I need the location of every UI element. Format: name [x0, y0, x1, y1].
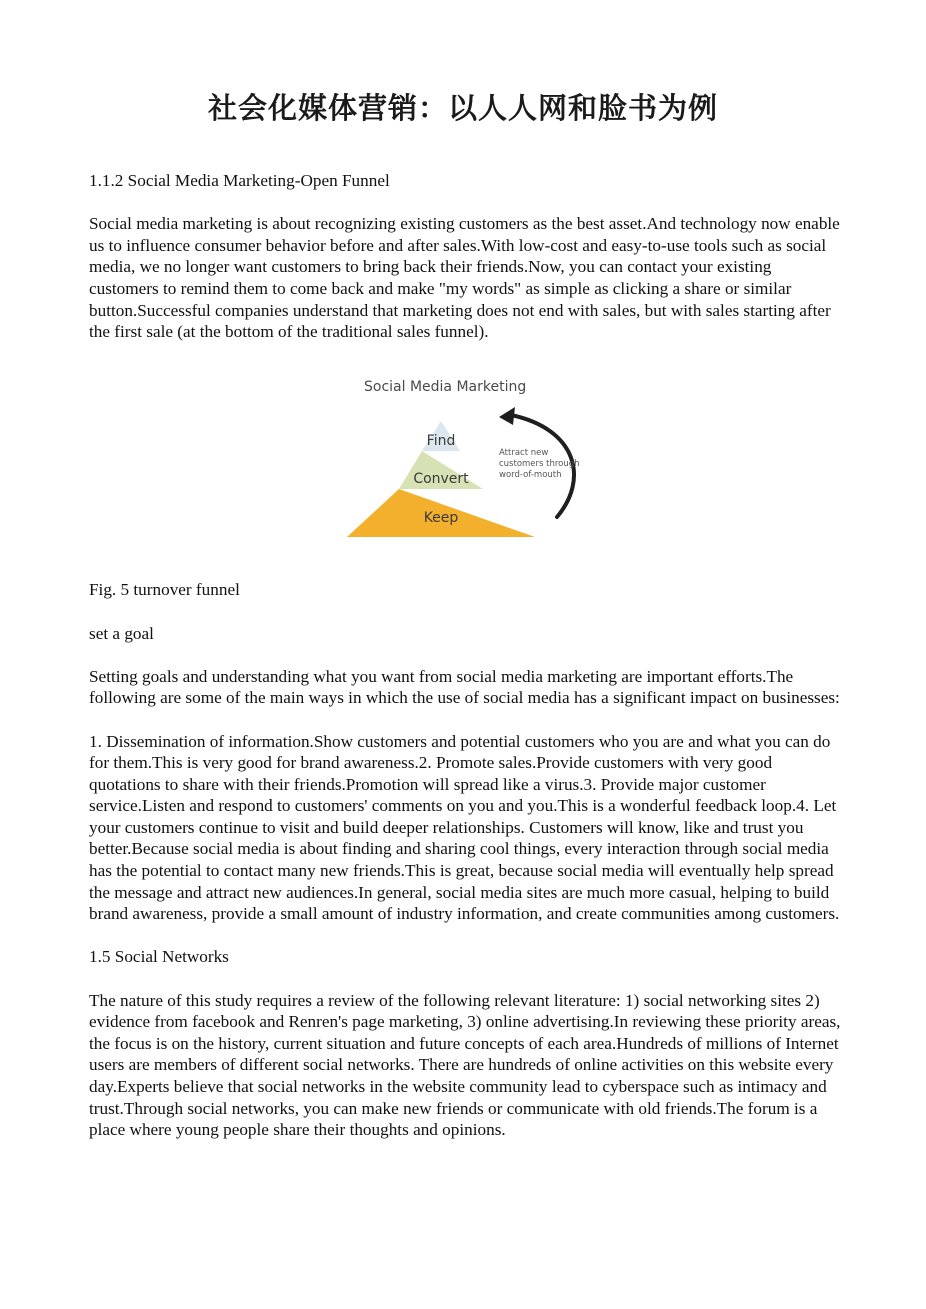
section-heading-social-media-marketing: 1.1.2 Social Media Marketing-Open Funnel [89, 171, 390, 190]
figure-note-line-1: Attract new [499, 448, 549, 459]
social-networks-paragraph: The nature of this study requires a review of the following relevant literature: 1) social networking sites 2) evidence from facebook and Renren's page marketing, 3) online advertising.In reviewing these priority areas, the focus is on the history, current situation and future concepts of each area.Hundreds of millions of Internet users are members of different social networks. There are hundreds of online activities on this website every day.Experts believe that social networks in the website community lead to cyberspace such as intimacy and trust.Through social networks, you can make new friends or communicate with old friends.The forum is a place where young people share their thoughts and opinions. [89, 990, 841, 1140]
funnel-label-convert: Convert [413, 471, 469, 488]
figure-note-line-3: word-of-mouth [499, 470, 562, 481]
intro-paragraph: Social media marketing is about recognizing existing customers as the best asset.And technology now enable us to influence consumer behavior before and after sales.With low-cost and easy-to-use tools such as social media, we no longer want customers to bring back their friends.Now, you can contact your existing customers to remind them to come back and make "my words" as simple as clicking a share or similar button.Successful companies understand that marketing does not end with sales, but with sales starting after the first sale (at the bottom of the traditional sales funnel). [89, 214, 840, 342]
section-heading-social-networks: 1.5 Social Networks [89, 947, 229, 967]
goals-intro-paragraph: Setting goals and understanding what you want from social media marketing are important efforts.The following are some of the main ways in which the use of social media has a significant impact on businesses: [89, 666, 840, 708]
funnel-label-find: Find [426, 433, 456, 450]
funnel-label-keep: Keep [423, 510, 459, 527]
document-body [89, 170, 841, 1162]
figure-note-line-2: customers through [499, 459, 580, 470]
goals-list-paragraph: 1. Dissemination of information.Show customers and potential customers who you are and what you can do for them.This is very good for brand awareness.2. Promote sales.Provide customers with very good quotations to share with their friends.Promotion will spread like a virus.3. Provide major customer service.Listen and respond to customers' comments on you and you.This is a wonderful feedback loop.4. Let your customers continue to visit and build deeper relationships. Customers will know, like and trust you better.Because social media is about finding and sharing cool things, every interaction through social media has the potential to contact many new friends.This is great, because social media will eventually help spread the message and attract new audiences.In general, social media sites are much more casual, helping to build brand awareness, provide a small amount of industry information, and create communities among customers. [89, 731, 840, 924]
funnel-figure [89, 359, 841, 559]
arrow-head-icon [499, 407, 515, 425]
figure-caption: Fig. 5 turnover funnel [89, 580, 240, 600]
funnel-diagram [339, 359, 589, 559]
set-goal-heading: set a goal [89, 623, 154, 643]
figure-title: Social Media Marketing [364, 379, 527, 396]
page-title: 社会化媒体营销：以人人网和脸书为例 [207, 91, 718, 125]
page-header [0, 86, 926, 127]
